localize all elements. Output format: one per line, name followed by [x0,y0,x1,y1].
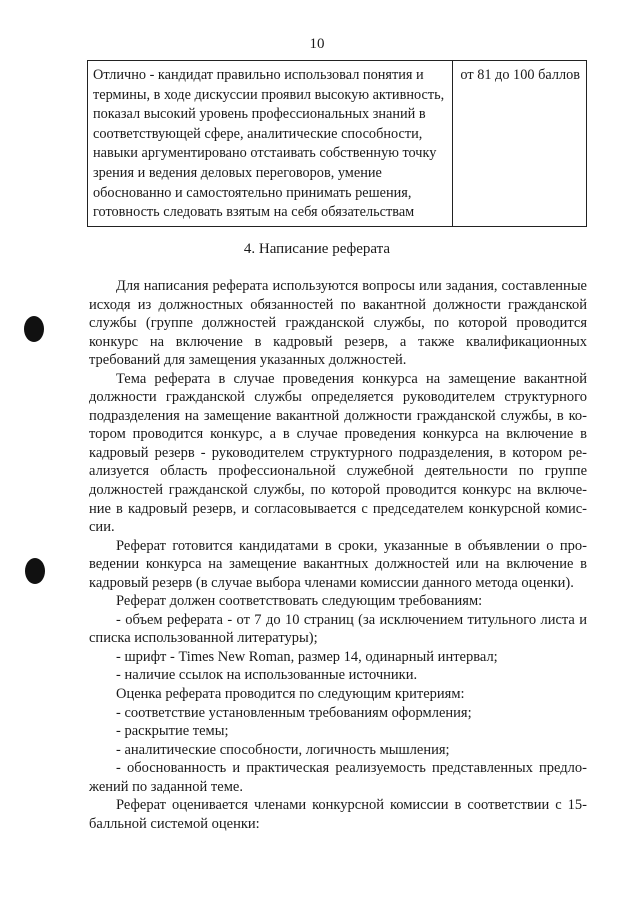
paragraph: Реферат готовится кандидатами в сроки, указанные в объявлении о проведении конкурса на замещение вакантных должностей или на включение в кадровый резерв (в случае выбора членами комиссии данного метода оценки). [89,537,587,591]
criteria-item: - соответствие установленным требованиям оформления; [116,704,472,721]
body-text [89,277,587,833]
criteria-item: - обоснованность и практическая реализуемость представленных предложений по заданной теме. [89,760,587,795]
paragraph: Тема реферата в случае проведения конкурса на замещение вакантной должности гражданской службы определяется руководителем структурного подразделения на замещение вакантной должности гражданской службы, в котором проводится конкурс, а в случае проведения конкурса на включение в кадровый резерв - руководителем структурного подразделения, в котором реализуется область профессиональной служебной деятельности по группе должностей гражданской службы, по которой проводится конкурс на включение в кадровый резерв, и согласовывается с председателем конкурсной комиссии. [89,370,587,536]
paragraph: Для написания реферата используются вопросы или задания, составленные исходя из должностных обязанностей по вакантной должности гражданской службы (группе должностей гражданской службы, по которой проводится конкурс на включение в кадровый резерв, а также квалификационных требований для замещения указанных должностей. [89,278,587,369]
requirement-item: - шрифт - Times New Roman, размер 14, одинарный интервал; [116,648,498,665]
criteria-item: - аналитические способности, логичность мышления; [116,741,450,758]
punch-hole [25,558,45,584]
table-row [88,61,587,227]
score-cell: от 81 до 100 баллов [453,61,587,227]
paragraph: Реферат должен соответствовать следующим требованиям: [116,593,483,610]
criteria-item: - раскрытие темы; [116,723,229,740]
requirement-item: - наличие ссылок на использованные источники. [116,667,418,684]
criteria-intro: Оценка реферата проводится по следующим критериям: [116,686,465,703]
punch-hole [24,316,44,342]
page-number: 10 [309,36,325,52]
section-title: 4. Написание реферата [243,241,391,257]
evaluation-table [87,60,587,227]
requirement-item: - объем реферата - от 7 до 10 страниц (за исключением титульного листа и списка использованной литературы); [89,611,587,647]
closing-paragraph: Реферат оценивается членами конкурсной комиссии в соответствии с 15-балльной системой оценки: [89,797,587,832]
criterion-cell: Отлично - кандидат правильно использовал понятия и термины, в ходе дискуссии проявил высокую активность, показал высокий уровень профессиональных знаний в соответствующей сфере, аналитические способности, навыки аргументировано отстаивать собственную точку зрения и ведения деловых переговоров, умение обоснованно и самостоятельно принимать решения, готовность следовать взятым на себя обязательствам [88,61,453,227]
